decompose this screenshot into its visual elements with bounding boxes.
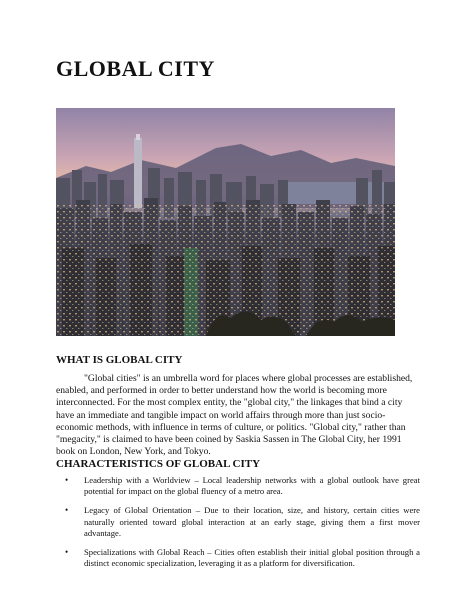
list-item-text: Legacy of Global Orientation – Due to their location, size, and history, certain cities were naturally oriented toward global interaction at an early stage, giving them a first mover advantage. <box>84 505 420 538</box>
global-city-definition-paragraph: "Global cities" is an umbrella word for places where global processes are established, enabled, and performed in order to better understand how the world is becoming more interconnected. For the most complex entity, the "global city," the linkages that bind a city have an immediate and tangible impact on world affairs through more than just socio-economic methods, with influence in terms of culture, or politics. "Global city," rather than "megacity," is claimed to have been coined by Saskia Sassen in The Global City, her 1991 book on London, New York, and Tokyo. <box>56 373 413 458</box>
section-heading-characteristics: CHARACTERISTICS OF GLOBAL CITY <box>56 458 261 470</box>
list-item-text: Leadership with a Worldview – Local leadership networks with a global outlook have great potential for impact on the global fluency of a metro area. <box>84 475 420 497</box>
list-item <box>56 475 420 497</box>
bullet-icon: • <box>65 475 69 485</box>
list-item <box>56 505 420 539</box>
section-heading-what-is-global-city: WHAT IS GLOBAL CITY <box>56 354 183 366</box>
bullet-icon: • <box>65 505 69 516</box>
list-item <box>56 547 420 569</box>
characteristics-list <box>56 475 420 577</box>
page-title: GLOBAL CITY <box>56 56 215 81</box>
city-skyline-photo <box>56 108 395 336</box>
bullet-icon: • <box>65 547 69 558</box>
list-item-text: Specializations with Global Reach – Cities often establish their initial global position through a distinct economic specialization, leveraging it as a platform for diversification. <box>84 547 420 569</box>
